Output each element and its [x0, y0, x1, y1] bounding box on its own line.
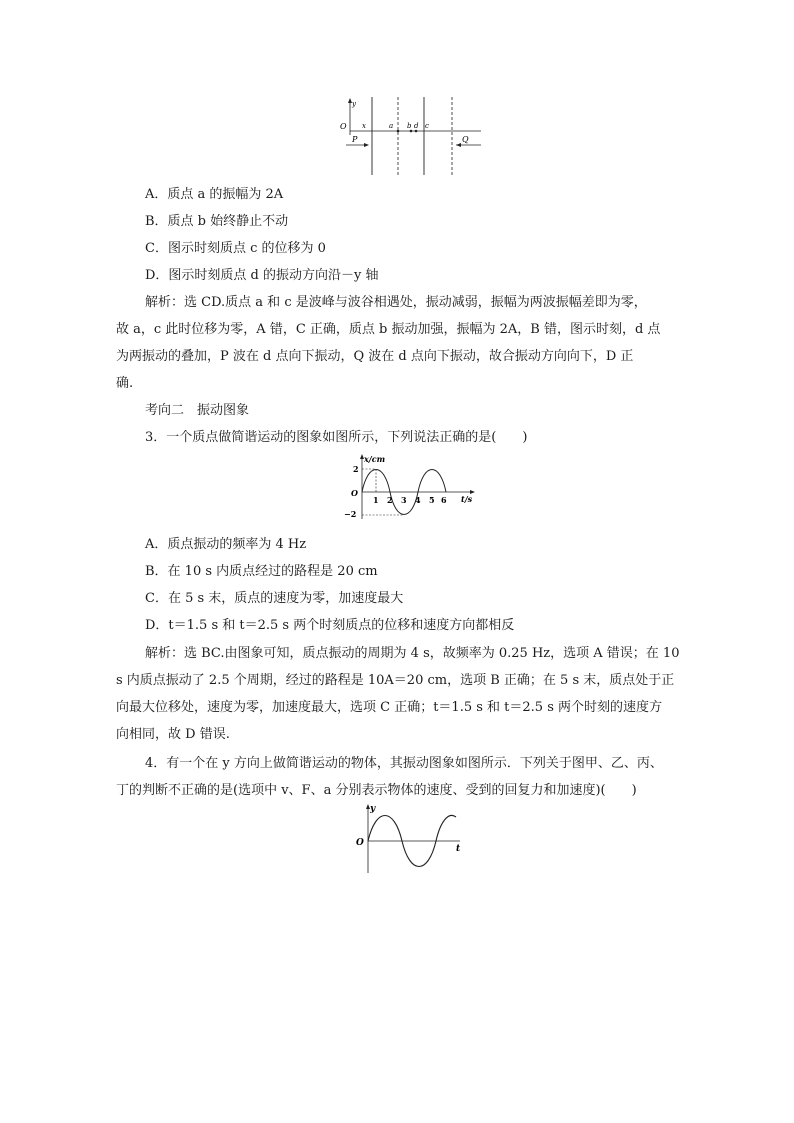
q3-xtick-3: 3 — [401, 495, 407, 505]
q3-ytick-bottom: −2 — [344, 509, 357, 519]
q4-origin: O — [356, 838, 364, 848]
q2-analysis-line-1: 解析：选 CD.质点 a 和 c 是波峰与波谷相遇处，振动减弱，振幅为两波振幅差即为零， — [145, 295, 647, 310]
fig1-wave-p: P — [352, 135, 358, 144]
q3-analysis-line-4: 向相同，故 D 错误. — [116, 727, 230, 742]
q3-option-d: D．t＝1.5 s 和 t＝2.5 s 两个时刻质点的位移和速度方向都相反 — [145, 618, 515, 633]
q2-option-c: C．图示时刻质点 c 的位移为 0 — [145, 241, 326, 256]
section-title: 考向二 振动图象 — [145, 403, 250, 418]
q3-vibration-graph — [336, 452, 478, 522]
fig1-x-label: x — [362, 122, 366, 130]
fig1-origin: O — [340, 122, 347, 131]
q4-stem-line-2: 丁的判断不正确的是(选项中 v、F、a 分别表示物体的速度、受到的回复力和加速度)( ) — [116, 783, 637, 798]
fig1-point-c: c — [425, 122, 429, 130]
q2-option-b: B．质点 b 始终静止不动 — [145, 214, 289, 229]
q2-option-d: D．图示时刻质点 d 的振动方向沿－y 轴 — [145, 268, 379, 283]
q3-analysis-line-3: 向最大位移处，速度为零，加速度最大，选项 C 正确；t＝1.5 s 和 t＝2.5 s 两个时刻的速度方 — [116, 700, 663, 715]
q3-xtick-4: 4 — [415, 495, 421, 505]
q3-ytick-top: 2 — [353, 464, 359, 474]
fig1-wave-q: Q — [462, 135, 469, 144]
q2-analysis-line-2: 故 a，c 此时位移为零，A 错，C 正确，质点 b 振动加强，振幅为 2A，B 错，图示时刻，d 点 — [116, 322, 661, 337]
q2-option-a: A．质点 a 的振幅为 2A — [145, 187, 284, 202]
fig1-point-d: d — [414, 122, 419, 130]
fig1-y-label: y — [352, 100, 356, 108]
wave-superposition-figure — [336, 95, 486, 177]
q3-xtick-5: 5 — [429, 495, 435, 505]
q3-stem: 3．一个质点做简谐运动的图象如图所示，下列说法正确的是( ) — [145, 430, 528, 445]
q3-origin: O — [351, 488, 358, 498]
q4-y-axis-label: y — [370, 804, 376, 814]
q4-stem-line-1: 4．有一个在 y 方向上做简谐运动的物体，其振动图象如图所示．下列关于图甲、乙、丙、 — [145, 756, 663, 771]
fig1-point-a: a — [389, 122, 394, 130]
fig1-point-b: b — [407, 122, 412, 130]
q3-xtick-6: 6 — [441, 495, 447, 505]
q3-option-a: A．质点振动的频率为 4 Hz — [145, 537, 307, 552]
q3-option-b: B．在 10 s 内质点经过的路程是 20 cm — [145, 564, 378, 579]
q4-vibration-graph — [352, 803, 464, 875]
q3-analysis-line-2: s 内质点振动了 2.5 个周期，经过的路程是 10A＝20 cm，选项 B 正确；在 5 s 末，质点处于正 — [116, 673, 675, 688]
q3-xtick-2: 2 — [387, 495, 393, 505]
q2-analysis-line-4: 确. — [116, 376, 134, 391]
q3-x-axis-label: t/s — [461, 494, 473, 504]
q2-analysis-line-3: 为两振动的叠加，P 波在 d 点向下振动，Q 波在 d 点向下振动，故合振动方向向下，D 正 — [116, 349, 634, 364]
q3-xtick-1: 1 — [373, 495, 379, 505]
q4-x-axis-label: t — [456, 844, 461, 854]
q3-option-c: C．在 5 s 末，质点的速度为零，加速度最大 — [145, 591, 404, 606]
q3-y-axis-label: x/cm — [364, 454, 386, 464]
q3-analysis-line-1: 解析：选 BC.由图象可知，质点振动的周期为 4 s，故频率为 0.25 Hz，选项 A 错误；在 10 — [145, 646, 680, 661]
